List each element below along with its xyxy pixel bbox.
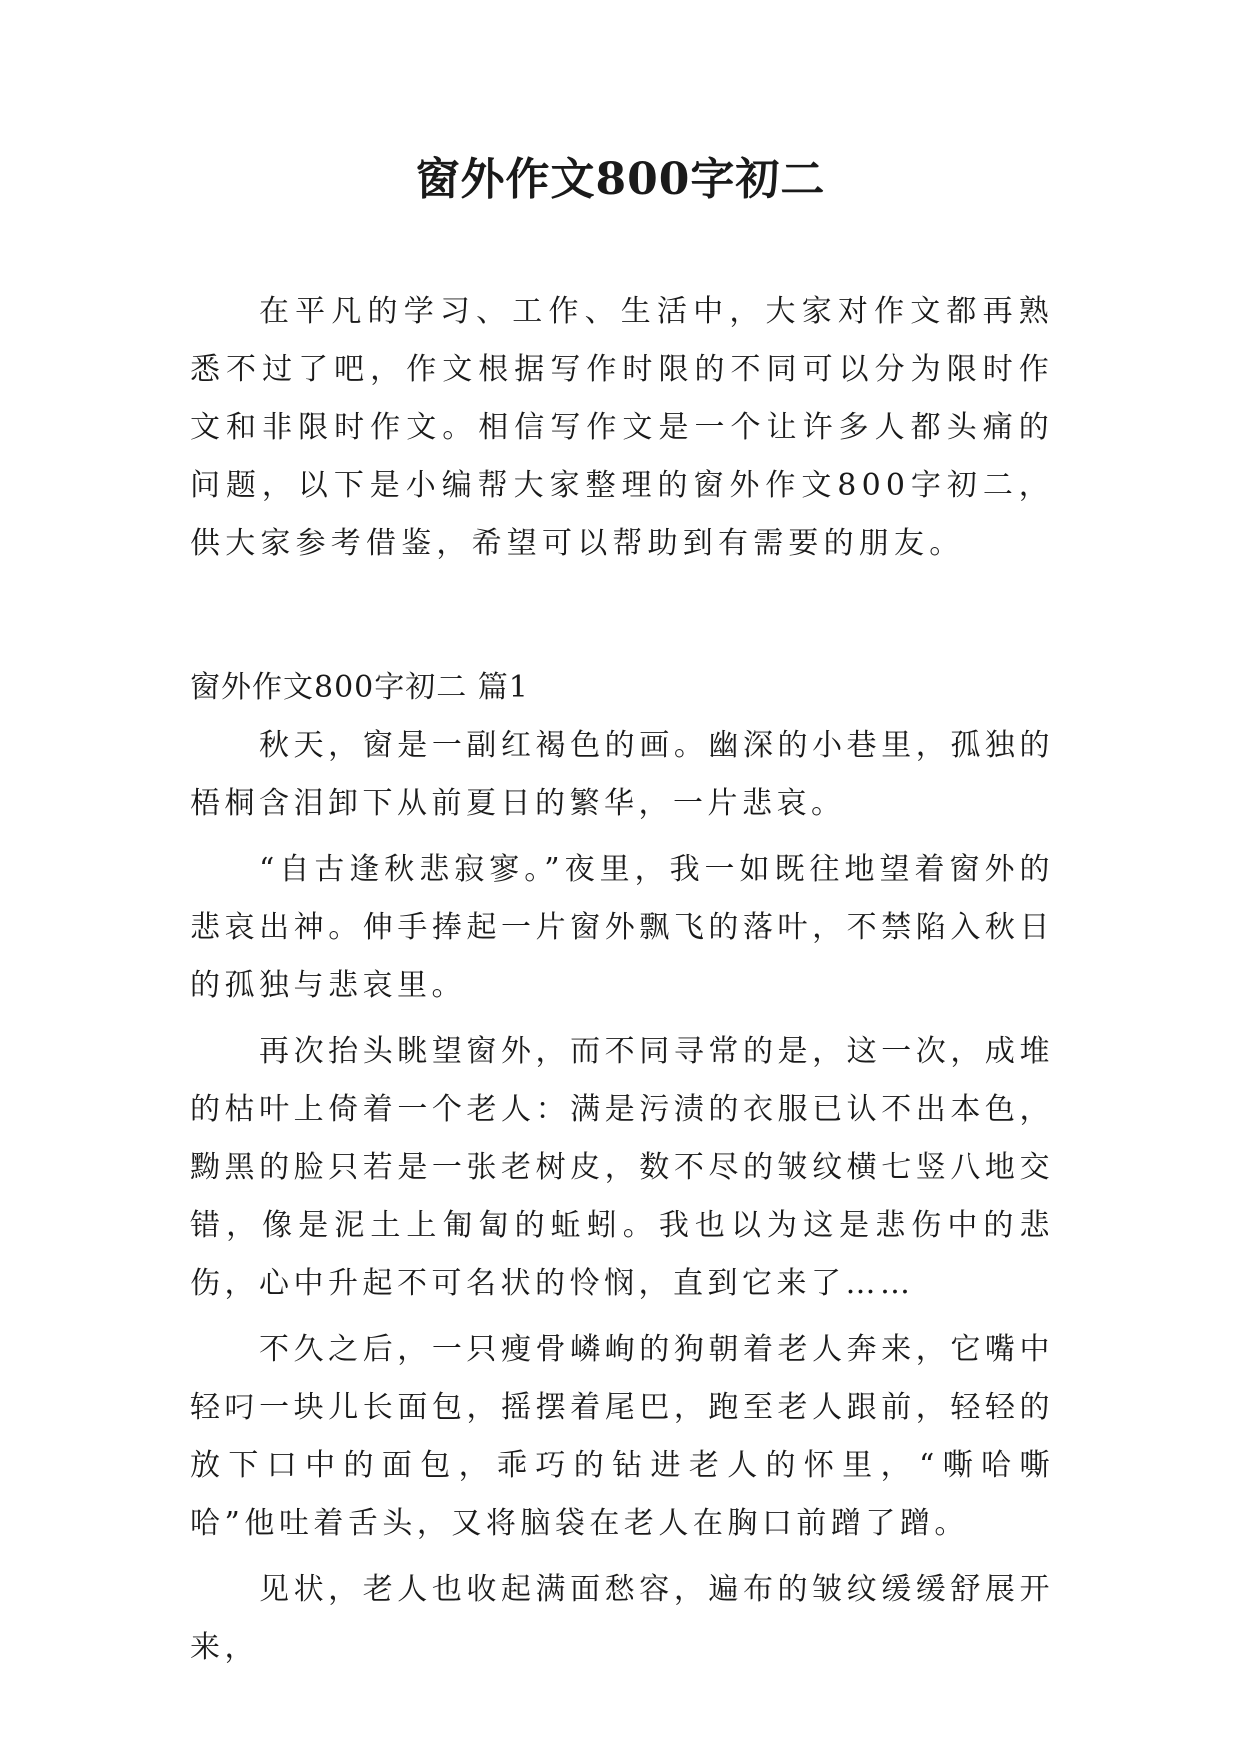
paragraph-1: 秋天，窗是一副红褐色的画。幽深的小巷里，孤独的梧桐含泪卸下从前夏日的繁华，一片悲哀。 xyxy=(190,728,1054,821)
intro-paragraph: 在平凡的学习、工作、生活中，大家对作文都再熟悉不过了吧，作文根据写作时限的不同可以分为限时作文和非限时作文。相信写作文是一个让许多人都头痛的问题，以下是小编帮大家整理的窗外作文800字初二，供大家参考借鉴，希望可以帮助到有需要的朋友。 xyxy=(190,294,1054,561)
paragraph-gap xyxy=(190,1553,1054,1561)
paragraph-5: 见状，老人也收起满面愁容，遍布的皱纹缓缓舒展开来， xyxy=(190,1572,1054,1665)
paragraph-4: 不久之后，一只瘦骨嶙峋的狗朝着老人奔来，它嘴中轻叼一块儿长面包，摇摆着尾巴，跑至老人跟前，轻轻的放下口中的面包，乖巧的钻进老人的怀里，“嘶哈嘶哈”他吐着舌头，又将脑袋在老人在胸口前蹭了蹭。 xyxy=(190,1332,1054,1541)
section-spacer xyxy=(190,573,1054,659)
document-body xyxy=(190,283,1054,1677)
paragraph-gap xyxy=(190,1313,1054,1321)
section-heading: 窗外作文800字初二 篇1 xyxy=(190,670,529,705)
paragraph-gap xyxy=(190,833,1054,841)
document-title: 窗外作文800字初二 xyxy=(415,154,826,205)
paragraph-gap xyxy=(190,1015,1054,1023)
paragraph-3: 再次抬头眺望窗外，而不同寻常的是，这一次，成堆的枯叶上倚着一个老人：满是污渍的衣服已认不出本色，黝黑的脸只若是一张老树皮，数不尽的皱纹横七竖八地交错，像是泥土上匍匐的蚯蚓。我也以为这是悲伤中的悲伤，心中升起不可名状的怜悯，直到它来了…… xyxy=(190,1034,1054,1301)
paragraph-2: “自古逢秋悲寂寥。”夜里，我一如既往地望着窗外的悲哀出神。伸手捧起一片窗外飘飞的落叶，不禁陷入秋日的孤独与悲哀里。 xyxy=(190,852,1054,1003)
